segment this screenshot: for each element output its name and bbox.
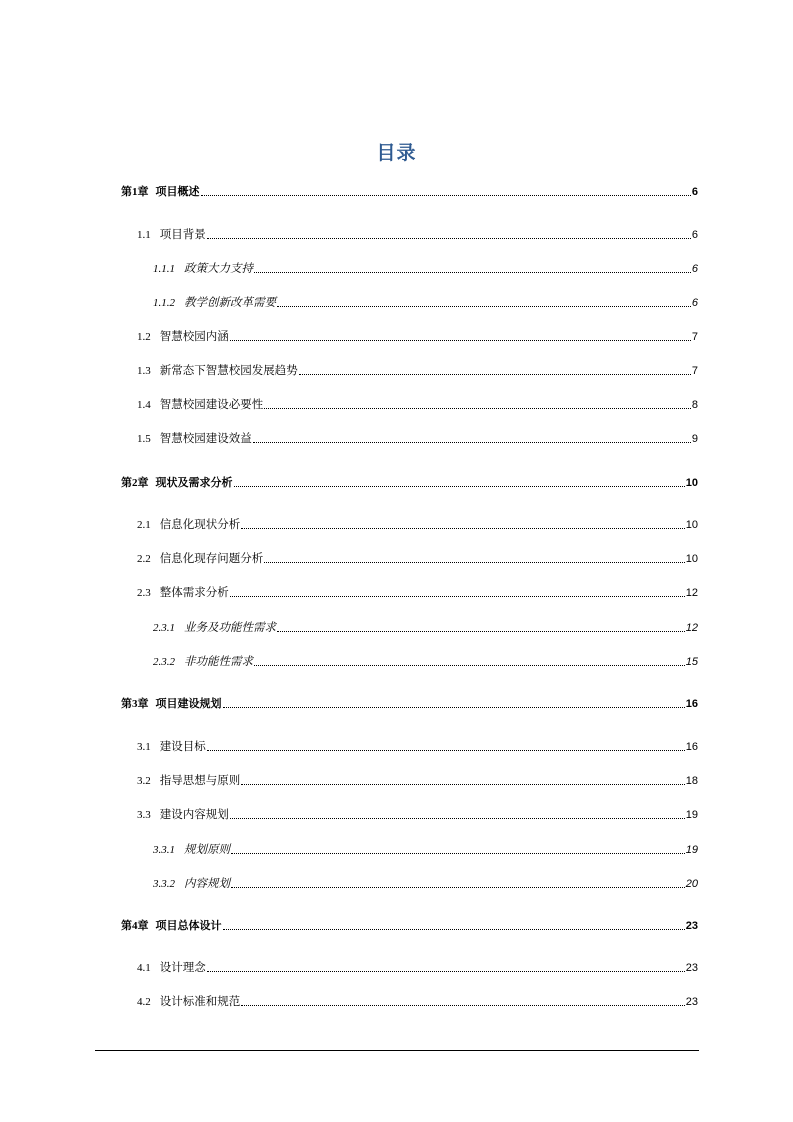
- dot-leader: [231, 853, 685, 854]
- toc-entry-label: 智慧校园内涵: [159, 329, 229, 343]
- toc-entry-4-2[interactable]: [137, 993, 698, 1009]
- dot-leader: [264, 408, 691, 409]
- dot-leader: [299, 374, 691, 375]
- toc-entry-page: 12: [685, 587, 698, 599]
- toc-entry-2-3-1[interactable]: [153, 619, 698, 635]
- dot-leader: [254, 272, 691, 273]
- toc-entry-page: 6: [691, 297, 698, 309]
- toc-entry-label: 项目背景: [159, 227, 206, 241]
- toc-entry-label: 政策大力支持: [184, 261, 253, 275]
- toc-entry-2-3[interactable]: [137, 584, 698, 600]
- toc-entry-page: 23: [685, 996, 698, 1008]
- toc-entry-1-1[interactable]: [137, 226, 698, 242]
- toc-entry-chapter-3[interactable]: [121, 695, 698, 711]
- toc-entry-1-4[interactable]: [137, 396, 698, 412]
- toc-entry-page: 23: [685, 920, 698, 932]
- toc-entry-page: 7: [691, 331, 698, 343]
- toc-entry-number: 1.4: [137, 399, 151, 411]
- toc-entry-3-3-1[interactable]: [153, 841, 698, 857]
- dot-leader: [223, 929, 685, 930]
- toc-entry-number: 1.1.2: [153, 297, 175, 309]
- toc-entry-page: 16: [685, 741, 698, 753]
- toc-entry-number: 第1章: [121, 186, 149, 198]
- toc-entry-number: 3.3.2: [153, 878, 175, 890]
- dot-leader: [277, 631, 685, 632]
- toc-entry-page: 6: [691, 263, 698, 275]
- toc-entry-label: 建设内容规划: [159, 807, 229, 821]
- toc-entry-label: 设计理念: [159, 960, 206, 974]
- dot-leader: [241, 528, 685, 529]
- toc-entry-label: 建设目标: [159, 739, 206, 753]
- dot-leader: [207, 971, 685, 972]
- toc-entry-page: 10: [685, 519, 698, 531]
- dot-leader: [234, 486, 685, 487]
- toc-entry-number: 第3章: [121, 698, 149, 710]
- toc-entry-page: 16: [685, 698, 698, 710]
- toc-entry-label: 内容规划: [184, 876, 230, 890]
- toc-entry-label: 教学创新改革需要: [184, 295, 276, 309]
- toc-entry-label: 智慧校园建设必要性: [159, 397, 264, 411]
- toc-entry-page: 19: [685, 844, 698, 856]
- toc-entry-number: 第4章: [121, 920, 149, 932]
- toc-entry-1-5[interactable]: [137, 430, 698, 446]
- toc-entry-chapter-4[interactable]: [121, 917, 698, 933]
- toc-entry-number: 1.1: [137, 229, 151, 241]
- toc-entry-label: 信息化现状分析: [159, 517, 241, 531]
- dot-leader: [207, 238, 691, 239]
- toc-entry-page: 10: [685, 553, 698, 565]
- toc-entry-1-3[interactable]: [137, 362, 698, 378]
- toc-entry-label: 现状及需求分析: [155, 476, 233, 489]
- toc-entry-label: 整体需求分析: [159, 585, 229, 599]
- toc-entry-number: 3.3: [137, 809, 151, 821]
- dot-leader: [231, 887, 685, 888]
- toc-entry-page: 6: [691, 186, 698, 198]
- dot-leader: [254, 665, 685, 666]
- toc-entry-number: 1.3: [137, 365, 151, 377]
- toc-entry-number: 2.1: [137, 519, 151, 531]
- toc-entry-1-1-2[interactable]: [153, 294, 698, 310]
- toc-entry-number: 1.5: [137, 433, 151, 445]
- toc-entry-3-2[interactable]: [137, 772, 698, 788]
- toc-entry-1-2[interactable]: [137, 328, 698, 344]
- toc-entry-page: 18: [685, 775, 698, 787]
- toc-entry-page: 23: [685, 962, 698, 974]
- dot-leader: [207, 750, 685, 751]
- toc-entry-number: 4.1: [137, 962, 151, 974]
- toc-entry-chapter-1[interactable]: [121, 183, 698, 199]
- toc-entry-label: 项目总体设计: [155, 919, 222, 932]
- toc-entry-2-1[interactable]: [137, 516, 698, 532]
- toc-entry-page: 6: [691, 229, 698, 241]
- dot-leader: [241, 784, 685, 785]
- toc-entry-number: 1.1.1: [153, 263, 175, 275]
- toc-entry-page: 20: [685, 878, 698, 890]
- toc-entry-number: 第2章: [121, 477, 149, 489]
- dot-leader: [230, 596, 685, 597]
- toc-entry-page: 8: [691, 399, 698, 411]
- toc-entry-number: 2.3.2: [153, 656, 175, 668]
- toc-entry-number: 3.3.1: [153, 844, 175, 856]
- toc-entry-4-1[interactable]: [137, 959, 698, 975]
- toc-entry-page: 19: [685, 809, 698, 821]
- toc-entry-number: 3.2: [137, 775, 151, 787]
- toc-entry-page: 9: [691, 433, 698, 445]
- toc-entry-label: 项目建设规划: [155, 697, 222, 710]
- toc-entry-label: 项目概述: [155, 185, 200, 198]
- toc-entry-label: 新常态下智慧校园发展趋势: [159, 363, 298, 377]
- toc-entry-number: 2.2: [137, 553, 151, 565]
- toc-entry-3-3[interactable]: [137, 806, 698, 822]
- dot-leader: [277, 306, 691, 307]
- toc-entry-label: 规划原则: [184, 842, 230, 856]
- toc-entry-chapter-2[interactable]: [121, 474, 698, 490]
- toc-entry-number: 1.2: [137, 331, 151, 343]
- toc-entry-1-1-1[interactable]: [153, 260, 698, 276]
- dot-leader: [253, 442, 691, 443]
- toc-entry-3-3-2[interactable]: [153, 875, 698, 891]
- toc-entry-number: 2.3: [137, 587, 151, 599]
- dot-leader: [241, 1005, 685, 1006]
- toc-entry-number: 2.3.1: [153, 622, 175, 634]
- toc-entry-label: 智慧校园建设效益: [159, 431, 252, 445]
- dot-leader: [230, 340, 691, 341]
- toc-entry-page: 7: [691, 365, 698, 377]
- dot-leader: [201, 195, 691, 196]
- dot-leader: [230, 818, 685, 819]
- toc-entry-label: 业务及功能性需求: [184, 620, 276, 634]
- toc-entry-2-3-2[interactable]: [153, 653, 698, 669]
- toc-entry-page: 10: [685, 477, 698, 489]
- dot-leader: [223, 707, 685, 708]
- toc-entry-label: 指导思想与原则: [159, 773, 241, 787]
- toc-entry-page: 15: [685, 656, 698, 668]
- toc-entry-3-1[interactable]: [137, 738, 698, 754]
- toc-entry-number: 4.2: [137, 996, 151, 1008]
- toc-title: 目录: [376, 142, 417, 164]
- toc-entry-label: 信息化现存问题分析: [159, 551, 264, 565]
- toc-entry-label: 非功能性需求: [184, 654, 253, 668]
- toc-entry-2-2[interactable]: [137, 550, 698, 566]
- dot-leader: [264, 562, 685, 563]
- footer-divider: [95, 1050, 699, 1051]
- toc-entry-page: 12: [685, 622, 698, 634]
- toc-entry-number: 3.1: [137, 741, 151, 753]
- toc-entry-label: 设计标准和规范: [159, 994, 241, 1008]
